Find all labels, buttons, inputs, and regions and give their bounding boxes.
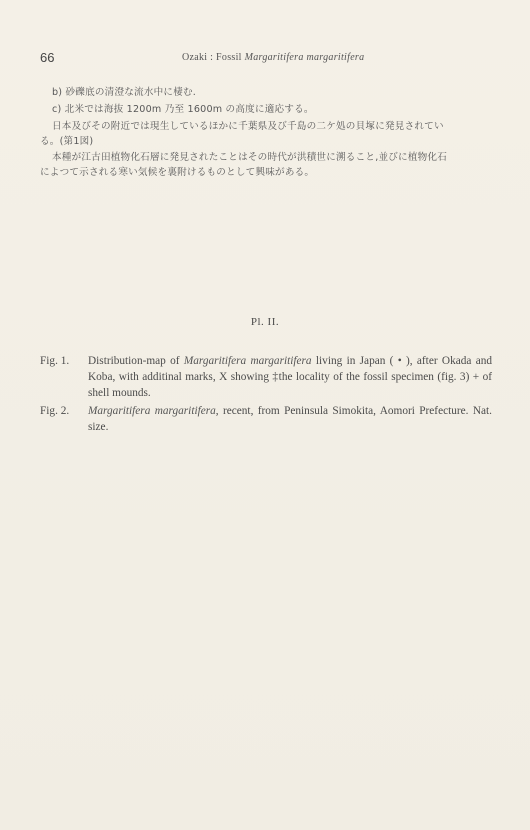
figure-caption-1 xyxy=(40,353,492,403)
list-item-b: b) 砂礫底の清澄な流水中に棲む. xyxy=(52,87,197,98)
list-item-c: c) 北米では海抜 1200m 乃至 1600m の高度に適応する。 xyxy=(52,104,314,115)
figure-caption-text xyxy=(88,403,492,435)
running-title-species: Margaritifera margaritifera xyxy=(244,52,365,63)
running-title xyxy=(182,52,364,63)
page-number: 66 xyxy=(40,50,55,65)
caption-text-post: living in Japan ( • ), after Okada and Koba, with additinal marks, X showing ‡the locality of the fossil specimen (fig. 3) + of shell mounds. xyxy=(88,355,493,399)
caption-text-pre: Distribution-map of xyxy=(88,355,184,367)
plate-heading: Pl. II. xyxy=(250,316,280,328)
caption-species-name: Margaritifera margaritifera xyxy=(88,405,216,417)
figure-caption-2 xyxy=(40,403,492,437)
figure-label: Fig. 1. xyxy=(40,355,70,367)
paragraph-distribution-line-1: 日本及びその附近では現生しているほかに千葉県及び千島の二ケ処の貝塚に発見されてい xyxy=(52,121,444,132)
caption-species-name: Margaritifera margaritifera xyxy=(183,355,312,367)
page-header xyxy=(40,50,490,70)
figure-caption-text xyxy=(88,353,492,401)
paragraph-distribution-line-2: る。(第1図) xyxy=(40,136,94,147)
paragraph-significance-line-2: によつて示される寒い気候を裏附けるものとして興味がある。 xyxy=(40,167,315,178)
paragraph-significance-line-1: 本種が江古田植物化石層に発見されたことはその時代が洪積世に溯ること,並びに植物化石 xyxy=(52,152,447,163)
figure-label: Fig. 2. xyxy=(40,405,70,417)
caption-text-post: , recent, from Peninsula Simokita, Aomori Prefecture. Nat. size. xyxy=(88,405,492,433)
running-title-author: Ozaki : Fossil xyxy=(182,52,245,63)
